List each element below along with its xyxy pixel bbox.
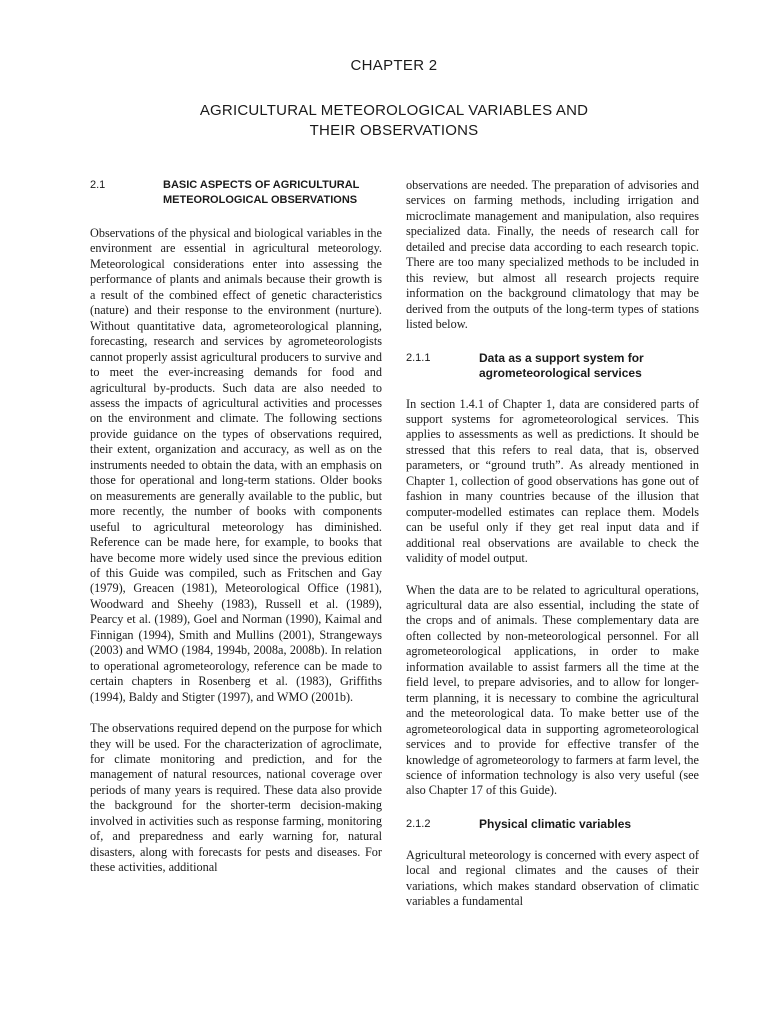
chapter-label: CHAPTER 2 — [350, 57, 438, 74]
chapter-title-line-1: AGRICULTURAL METEOROLOGICAL VARIABLES AND — [199, 102, 589, 119]
section-title: BASIC ASPECTS OF AGRICULTURAL METEOROLOGICAL OBSERVATIONS — [163, 179, 360, 206]
section-title: Data as a support system for agrometeorological services — [479, 350, 644, 380]
paragraph-observations-continued: observations are needed. The preparation of advisories and services on farming methods, including irrigation and microclimate management and manipulation, also requires specialized data. Finally, the needs of research call for detailed and precise data according to each research topic. There are too many specialized methods to be included in this review, but almost all research projects require information on the background climatology that may be derived from the outputs of the long-term types of stations listed below. — [406, 178, 699, 332]
chapter-title-line-2: THEIR OBSERVATIONS — [309, 122, 479, 139]
paragraph-observations-intro: Observations of the physical and biological variables in the environment are essential in agricultural meteorology. Meteorological considerations enter into assessing the performance of plants and animals because their growth is a result of the combined effect of genetic characteristics (nature) and their response to the environment (nurture). Without quantitative data, agrometeorological planning, forecasting, research and services by agrometeorologists cannot properly assist agricultural producers to survive and to meet the ever-increasing demands for food and agricultural by-products. Such data are also needed to assess the impacts of agricultural activities and processes on the environment and climate. The following sections provide guidance on the types of observations required, their extent, organization and accuracy, as well as on the instruments needed to obtain the data, with an emphasis on those for operational and long-term stations. Older books on measurements are generally available to the public, but more recently, the number of books with components useful to agricultural meteorology has diminished. Reference can be made here, for example, to books that have become more widely used since the previous edition of this Guide was compiled, such as Fritschen and Gay (1979), Greacen (1981), Meteorological Office (1981), Woodward and Sheehy (1983), Russell et al. (1989), Pearcy et al. (1989), Goel and Norman (1990), Kaimal and Finnigan (1994), Smith and Mullins (2001), Strangeways (2003) and WMO (1984, 1994b, 2008a, 2008b). In relation to operational agrometeorology, reference can be made to certain chapters in Rosenberg et al. (1983), Griffiths (1994), Baldy and Stigter (1997), and WMO (2001b). — [90, 226, 382, 704]
section-heading-2-1 — [90, 178, 382, 208]
paragraph-support-systems: In section 1.4.1 of Chapter 1, data are considered parts of support systems for agrometeorological services. This applies to assessments as well as predictions. It should be stressed that this refers to real data, that is, observed parameters, or “ground truth”. As already mentioned in Chapter 1, collection of good observations has gone out of fashion in many countries because of the illusion that computer-modelled estimates can replace them. Models can be useful only if they get real input data and if additional real observations are available to check the validity of model output. — [406, 396, 699, 566]
section-number: 2.1 — [90, 179, 106, 191]
left-column — [90, 178, 382, 876]
chapter-title — [0, 101, 768, 141]
section-number: 2.1.2 — [406, 817, 431, 830]
section-heading-2-1-1 — [406, 351, 699, 381]
paragraph-physical-variables: Agricultural meteorology is concerned with every aspect of local and regional climates and the causes of their variations, which makes standard observation of climatic variables a fundamental — [406, 847, 699, 909]
paragraph-agricultural-data: When the data are to be related to agricultural operations, agricultural data are also essential, including the state of the crops and of animals. These complementary data are often collected by non-meteorological personnel. For all agrometeorological applications, in order to make information available to assist farmers all the time at the field level, to prepare advisories, and to allow for longer-term planning, it is necessary to combine the agricultural and the meteorological data. To make better use of the agrometeorological data in supporting agrometeorological services and to provide for effective transfer of the knowledge of agrometeorology to farmers at farm level, the science of information technology is also very useful (see also Chapter 17 of this Guide). — [406, 582, 699, 798]
section-heading-2-1-2 — [406, 817, 699, 832]
section-title: Physical climatic variables — [479, 816, 632, 831]
section-number: 2.1.1 — [406, 351, 431, 364]
right-column — [406, 178, 699, 910]
paragraph-observations-purpose: The observations required depend on the purpose for which they will be used. For the characterization of agroclimate, for climate monitoring and prediction, and for the management of natural resources, national coverage over periods of many years is required. These data also provide the background for the shorter-term decision-making involved in activities such as response farming, monitoring of, and preparedness and early warning for, natural disasters, along with forecasts for pests and diseases. For these activities, additional — [90, 721, 382, 875]
